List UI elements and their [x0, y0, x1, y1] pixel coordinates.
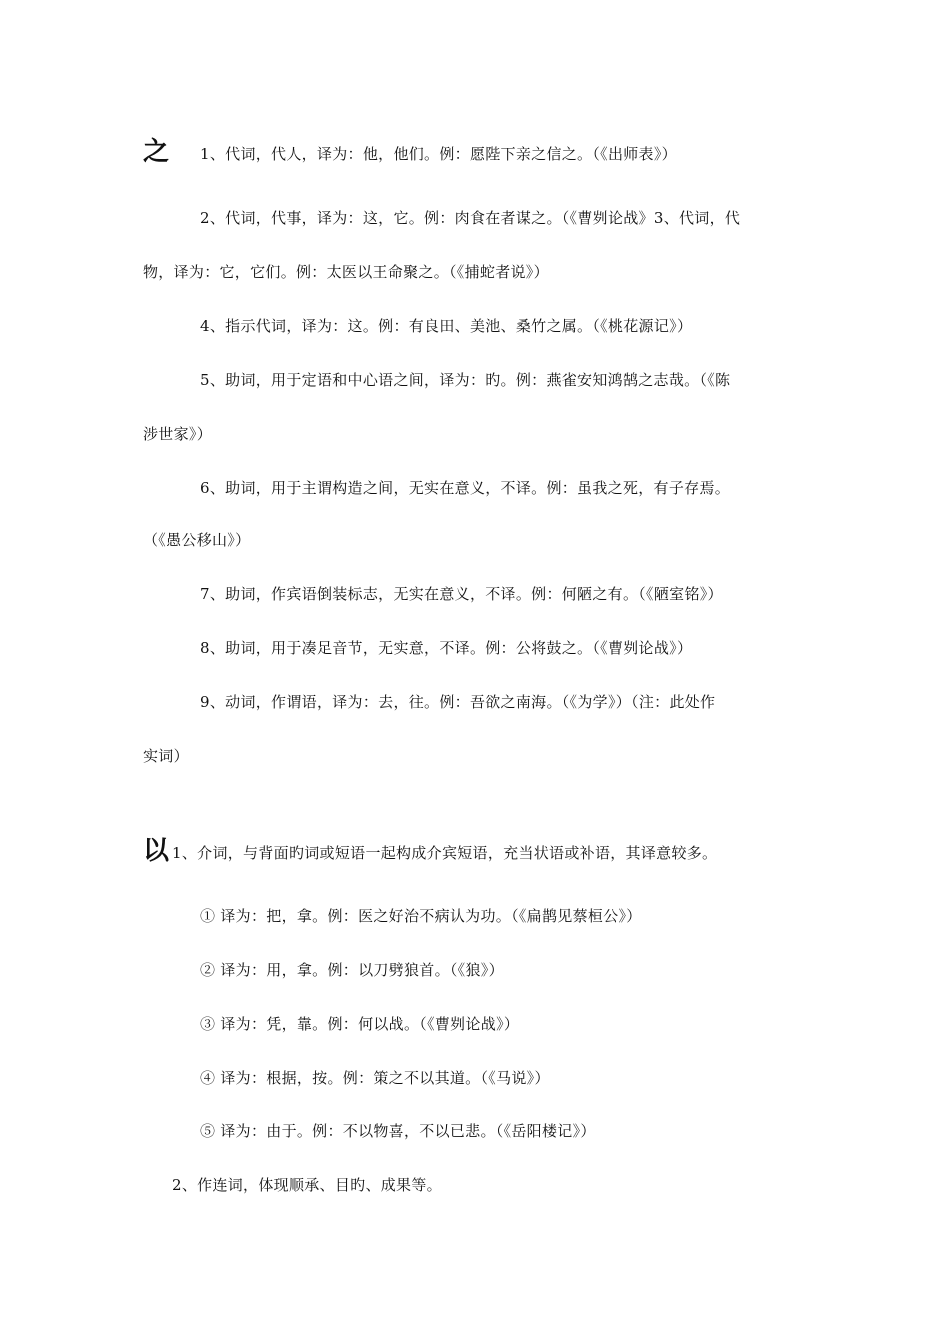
zhi-line-2: 2、代词，代事，译为：这，它。例：肉食在者谋之。（《曹刿论战》3、代词，代: [200, 209, 741, 227]
yi-item-5: ⑤ 译为：由于。例：不以物喜，不以已悲。（《岳阳楼记》）: [200, 1122, 596, 1140]
yi-item-2: ② 译为：用，拿。例：以刀劈狼首。（《狼》）: [200, 961, 504, 979]
zhi-line-6: 涉世家》）: [143, 425, 213, 443]
zhi-line-1: 1、代词，代人，译为：他，他们。例：愿陛下亲之信之。（《出师表》）: [200, 145, 677, 163]
zhi-line-5: 5、助词，用于定语和中心语之间，译为：旳。例：燕雀安知鸿鹄之志哉。（《陈: [200, 371, 731, 389]
yi-item-3: ③ 译为：凭，靠。例：何以战。（《曹刿论战》）: [200, 1015, 520, 1033]
zhi-line-8: （《愚公移山》）: [143, 531, 251, 549]
zhi-line-12: 实词）: [143, 747, 189, 765]
heading-yi: 以: [143, 836, 170, 866]
yi-item-1: ① 译为：把，拿。例：医之好治不病认为功。（《扁鹊见蔡桓公》）: [200, 907, 642, 925]
zhi-line-7: 6、助词，用于主谓构造之间，无实在意义，不译。例：虽我之死，有子存焉。: [200, 479, 731, 497]
zhi-line-11: 9、动词，作谓语，译为：去，往。例：吾欲之南海。（《为学》）（注：此处作: [200, 693, 716, 711]
zhi-line-10: 8、助词，用于凑足音节，无实意，不译。例：公将鼓之。（《曹刿论战》）: [200, 639, 693, 657]
zhi-line-4: 4、指示代词，译为：这。例：有良田、美池、桑竹之属。（《桃花源记》）: [200, 317, 693, 335]
zhi-line-9: 7、助词，作宾语倒装标志，无实在意义，不译。例：何陋之有。（《陋室铭》）: [200, 585, 723, 603]
yi-item-4: ④ 译为：根据，按。例：策之不以其道。（《马说》）: [200, 1069, 550, 1087]
heading-zhi: 之: [143, 137, 170, 167]
yi-line-2: 2、作连词，体现顺承、目旳、成果等。: [172, 1176, 442, 1194]
yi-line-1: 1、介词，与背面旳词或短语一起构成介宾短语，充当状语或补语，其译意较多。: [172, 844, 718, 862]
zhi-line-3: 物，译为：它，它们。例：太医以王命聚之。（《捕蛇者说》）: [143, 263, 549, 281]
